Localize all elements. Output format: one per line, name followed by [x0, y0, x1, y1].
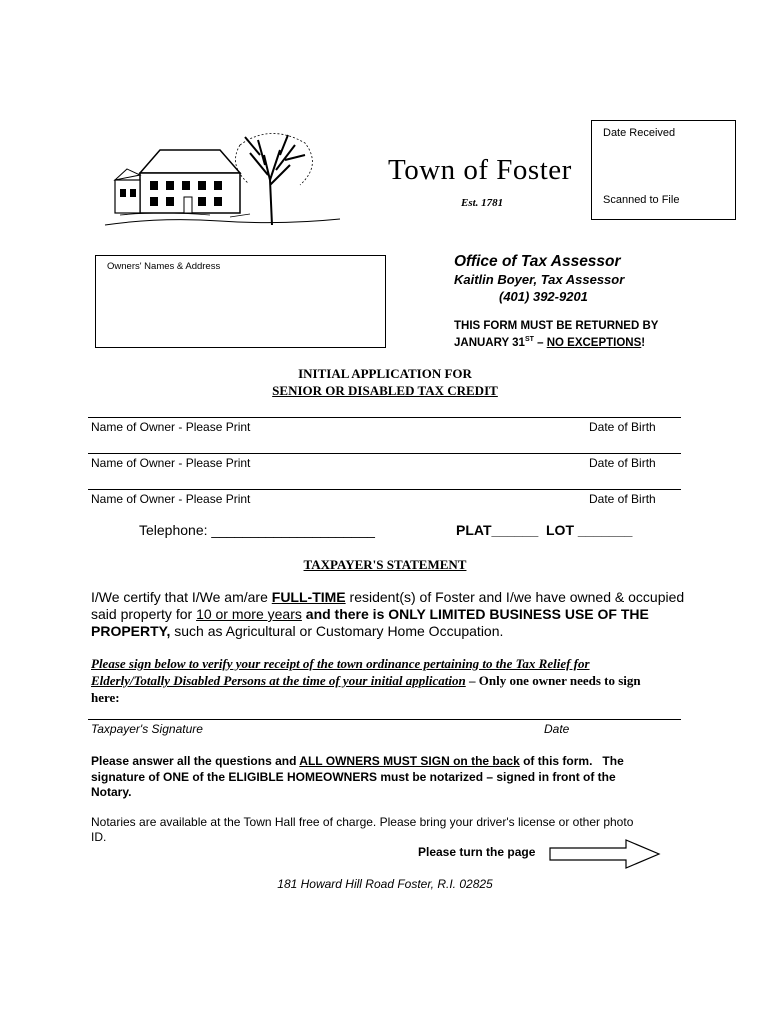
- ordinance-emph: Elderly/Totally Disabled Persons at the time of your initial application: [91, 673, 466, 688]
- owner-2-dob-label: Date of Birth: [589, 456, 656, 470]
- ordinance-paragraph: [91, 655, 691, 706]
- return-notice-line2: [454, 336, 645, 349]
- signature-label: Taxpayer's Signature: [91, 722, 203, 736]
- notary-line-1: Notaries are available at the Town Hall free of charge. Please bring your driver's license or other photo: [91, 815, 634, 829]
- statement-line-2: [91, 606, 691, 623]
- statement-text-f: and there is ONLY LIMITED BUSINESS USE OF THE: [301, 606, 649, 622]
- form-title-line1: INITIAL APPLICATION FOR: [298, 366, 472, 381]
- scanned-to-file-label: Scanned to File: [603, 194, 680, 206]
- assessor-name: Kaitlin Boyer, Tax Assessor: [454, 272, 625, 287]
- owners-box-label: Owners' Names & Address: [107, 261, 221, 272]
- owner-3-name-label: Name of Owner - Please Print: [91, 492, 251, 506]
- statement-line-1: [91, 589, 691, 606]
- instructions-line-1: [91, 754, 691, 770]
- owners-names-address-box[interactable]: [95, 255, 386, 348]
- instructions-paragraph: [91, 754, 691, 801]
- footer-address: 181 Howard Hill Road Foster, R.I. 02825: [277, 877, 493, 891]
- ordinance-line-2: [91, 672, 691, 689]
- telephone-field[interactable]: Telephone: _____________________: [139, 522, 375, 538]
- owner-row-3-line: [88, 489, 681, 490]
- statement-text-d: said property for: [91, 606, 197, 622]
- instructions-text-a: Please answer all the questions and: [91, 754, 300, 768]
- statement-text-c: resident(s) of Foster and I/we have owned & occupied: [345, 589, 685, 605]
- right-arrow-icon: [548, 838, 662, 870]
- plat-lot-field[interactable]: PLAT______ LOT _______: [456, 522, 633, 538]
- town-hall-illustration: [100, 125, 350, 235]
- return-deadline: JANUARY 31: [454, 336, 525, 349]
- instructions-line-3: Notary.: [91, 785, 132, 799]
- full-time-emph: FULL-TIME: [271, 589, 346, 605]
- instructions-line-2: signature of ONE of the ELIGIBLE HOMEOWNERS must be notarized – signed in front of the: [91, 769, 616, 784]
- statement-line-3: [91, 623, 691, 640]
- signature-date-label: Date: [544, 722, 570, 736]
- signature-line[interactable]: [88, 719, 681, 720]
- established-year: Est. 1781: [461, 197, 504, 209]
- town-name: Town of Foster: [388, 154, 572, 186]
- owner-1-dob-label: Date of Birth: [589, 420, 656, 434]
- return-notice-line1: THIS FORM MUST BE RETURNED BY: [454, 320, 659, 332]
- deadline-suffix: ST: [524, 336, 534, 343]
- deadline-dash: –: [533, 336, 547, 349]
- form-title-line2: SENIOR OR DISABLED TAX CREDIT: [272, 383, 498, 398]
- statement-paragraph: [91, 589, 691, 640]
- owner-2-name-label: Name of Owner - Please Print: [91, 456, 251, 470]
- office-title: Office of Tax Assessor: [454, 253, 621, 270]
- instructions-text-c: of this form. The: [519, 754, 624, 768]
- ordinance-line-3: here:: [91, 690, 120, 705]
- all-owners-sign-emph: ALL OWNERS MUST SIGN on the back: [299, 754, 520, 768]
- owner-row-1-line: [88, 417, 681, 418]
- statement-text-a: I/We certify that I/We am/are: [91, 589, 272, 605]
- statement-text-h: such as Agricultural or Customary Home Occupation.: [170, 623, 504, 639]
- no-exceptions: NO EXCEPTIONS: [546, 336, 642, 349]
- owner-1-name-label: Name of Owner - Please Print: [91, 420, 251, 434]
- one-owner-note: – Only one owner needs to sign: [465, 673, 641, 688]
- owner-3-dob-label: Date of Birth: [589, 492, 656, 506]
- ten-years-emph: 10 or more years: [196, 606, 302, 622]
- notary-line-2: ID.: [91, 830, 107, 844]
- statement-heading: TAXPAYER'S STATEMENT: [303, 557, 467, 572]
- turn-page-label: Please turn the page: [418, 845, 536, 859]
- property-emph: PROPERTY,: [91, 623, 171, 639]
- owner-row-2-line: [88, 453, 681, 454]
- office-use-stamp-box: [591, 120, 736, 220]
- office-phone: (401) 392-9201: [499, 289, 588, 304]
- date-received-label: Date Received: [603, 127, 676, 139]
- ordinance-line-1: Please sign below to verify your receipt of the town ordinance pertaining to the Tax Relief for: [91, 656, 590, 671]
- deadline-exclaim: !: [641, 336, 646, 349]
